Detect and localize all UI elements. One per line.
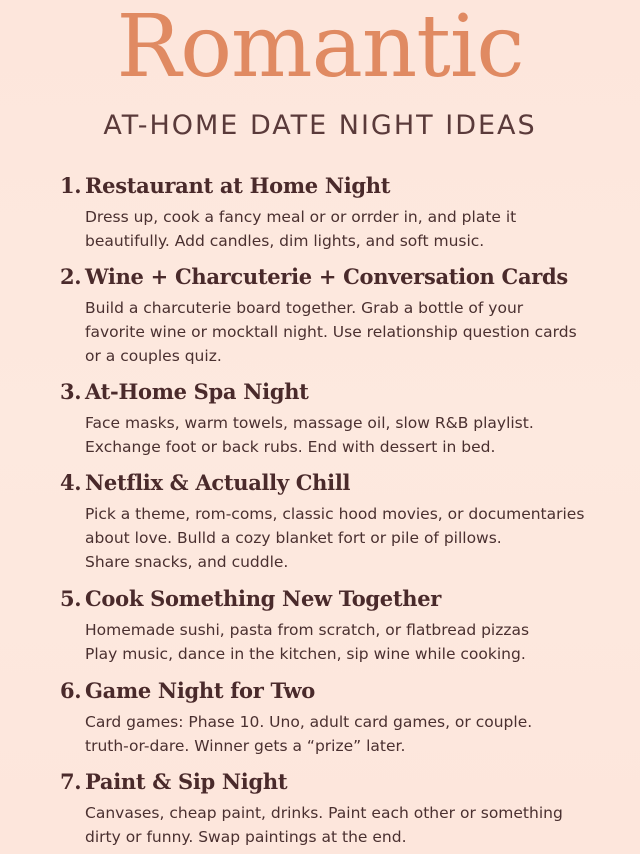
- item-description-line: or a couples quiz.: [85, 347, 222, 365]
- item-heading: [60, 677, 630, 705]
- item-description-line: Dress up, cook a fancy meal or or orrder in, and plate it: [85, 208, 517, 226]
- item-description: [85, 205, 630, 253]
- item-description-line: Homemade sushi, pasta from scratch, or flatbread pizzas: [85, 621, 530, 639]
- item-description-line: Exchange foot or back rubs. End with dessert in bed.: [85, 438, 496, 456]
- item-title: Paint & Sip Night: [85, 769, 288, 794]
- item-number: 1.: [60, 173, 82, 198]
- item-description-line: Share snacks, and cuddle.: [85, 553, 289, 571]
- item-heading: [60, 172, 630, 200]
- item-description-line: beautifully. Add candles, dim lights, and soft music.: [85, 232, 485, 250]
- page-title: Romantic: [116, 0, 524, 97]
- item-heading: [60, 263, 630, 291]
- item-description: [85, 296, 630, 368]
- list-item-3: [60, 378, 630, 459]
- item-description-line: Card games: Phase 10. Uno, adult card games, or couple.: [85, 713, 533, 731]
- item-description-line: Play music, dance in the kitchen, sip wine while cooking.: [85, 645, 526, 663]
- item-title: At-Home Spa Night: [85, 379, 309, 404]
- item-heading: [60, 469, 630, 497]
- item-description-line: dirty or funny. Swap paintings at the end.: [85, 828, 407, 846]
- item-description-line: about love. Bulld a cozy blanket fort or pile of pillows.: [85, 529, 502, 547]
- item-description-line: Build a charcuterie board together. Grab a bottle of your: [85, 299, 524, 317]
- item-description: [85, 502, 630, 574]
- item-description-line: Pick a theme, rom-coms, classic hood movies, or documentaries: [85, 505, 585, 523]
- list-item-6: [60, 677, 630, 758]
- item-title: Restaurant at Home Night: [85, 173, 391, 198]
- item-description-line: Canvases, cheap paint, drinks. Paint each other or something: [85, 804, 563, 822]
- list-item-7: [60, 768, 630, 849]
- item-number: 3.: [60, 379, 82, 404]
- item-description-line: truth-or-dare. Winner gets a “prize” later.: [85, 737, 406, 755]
- item-number: 5.: [60, 586, 82, 611]
- page-subtitle: AT-HOME DATE NIGHT IDEAS: [103, 110, 537, 141]
- item-number: 2.: [60, 264, 82, 289]
- item-description: [85, 618, 630, 666]
- list-item-4: [60, 469, 630, 574]
- item-description: [85, 801, 630, 849]
- item-heading: [60, 585, 630, 613]
- item-title: Netflix & Actually Chill: [85, 470, 351, 495]
- list-item-5: [60, 585, 630, 666]
- item-number: 7.: [60, 769, 82, 794]
- item-heading: [60, 378, 630, 406]
- list-item-1: [60, 172, 630, 253]
- item-number: 4.: [60, 470, 82, 495]
- item-description-line: favorite wine or mocktall night. Use relationship question cards: [85, 323, 577, 341]
- item-title: Wine + Charcuterie + Conversation Cards: [85, 264, 568, 289]
- item-description-line: Face masks, warm towels, massage oil, slow R&B playlist.: [85, 414, 534, 432]
- item-number: 6.: [60, 678, 82, 703]
- item-description: [85, 710, 630, 758]
- list-item-2: [60, 263, 630, 368]
- item-title: Cook Something New Together: [85, 586, 442, 611]
- item-title: Game Night for Two: [85, 678, 315, 703]
- item-description: [85, 411, 630, 459]
- item-heading: [60, 768, 630, 796]
